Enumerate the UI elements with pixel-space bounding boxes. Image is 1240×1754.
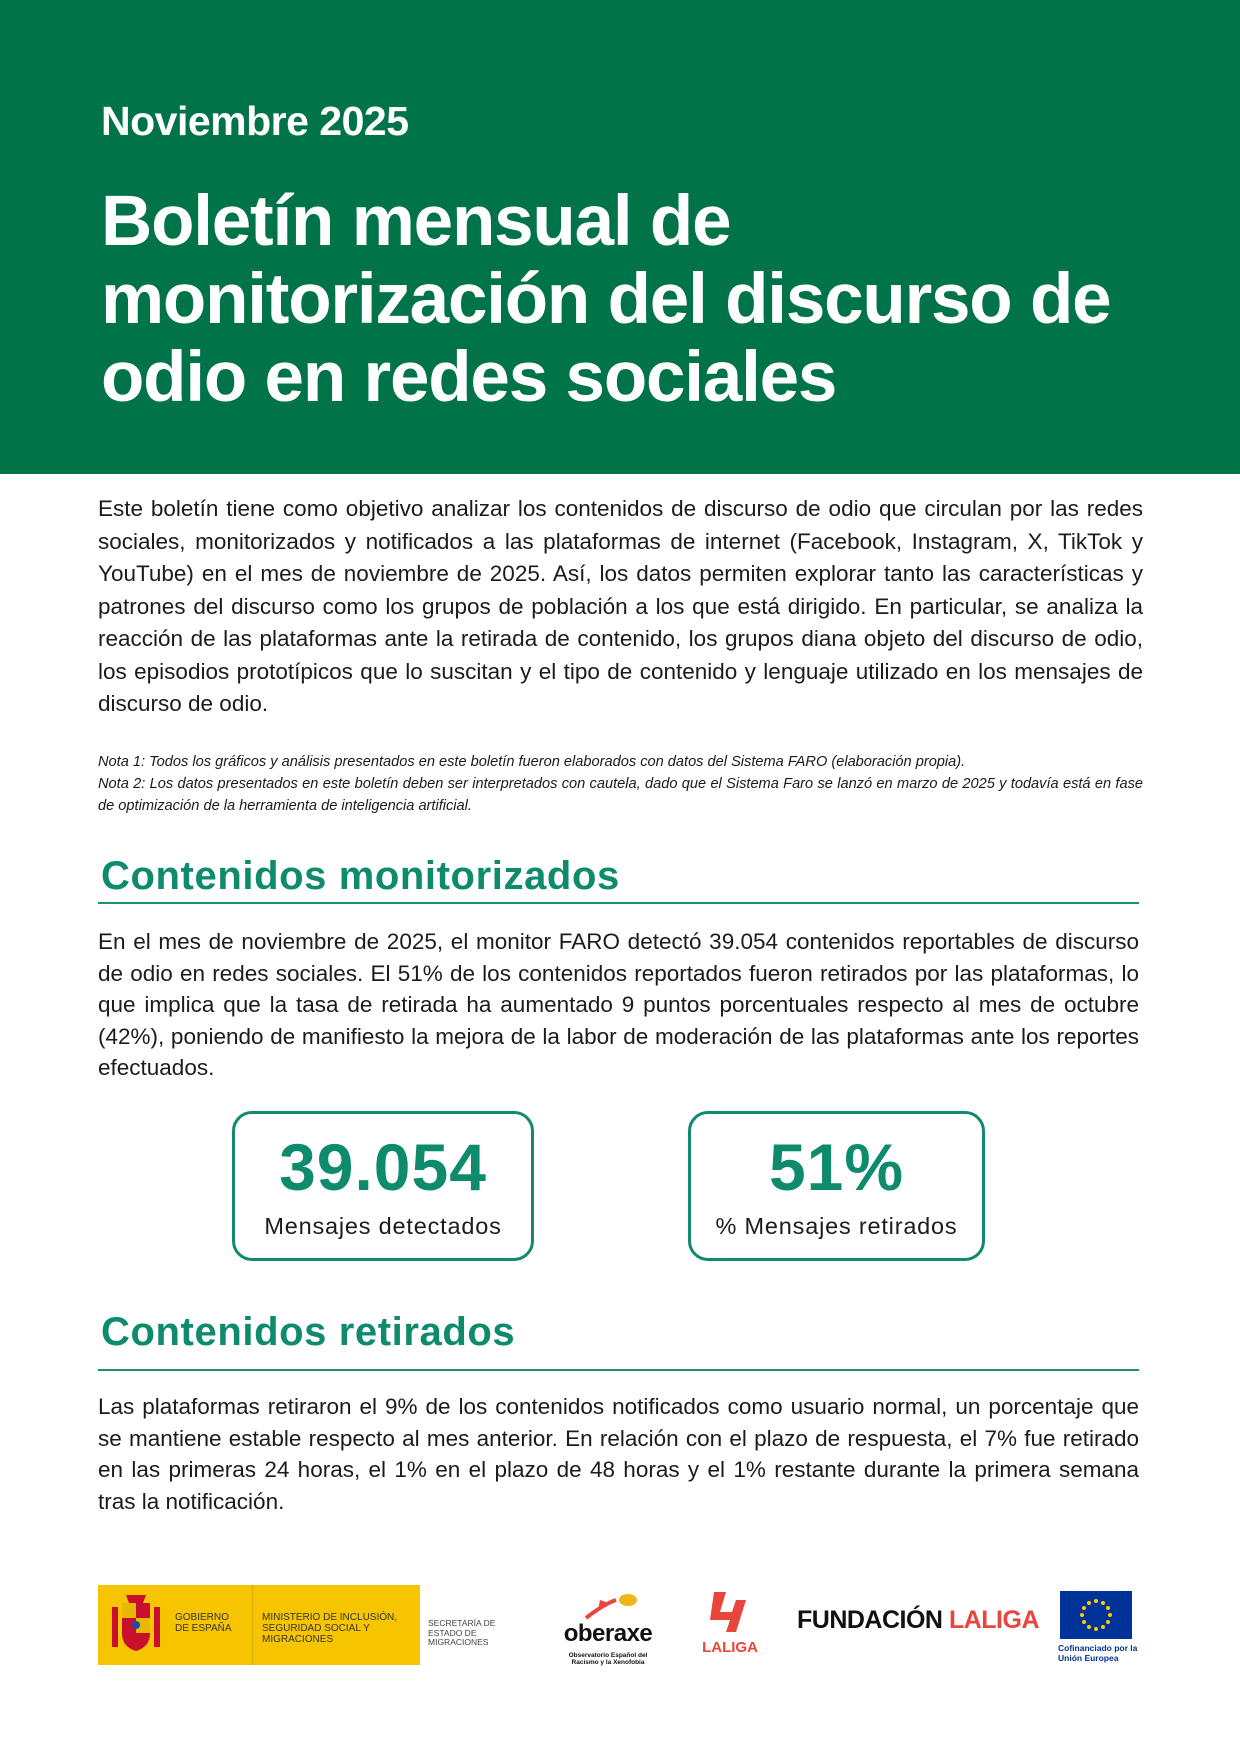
stat-card-removed [688, 1111, 985, 1261]
laliga-mark-icon [706, 1588, 754, 1634]
section-divider [98, 1369, 1139, 1371]
laliga-logo [700, 1588, 760, 1668]
section-title-retirados: Contenidos retirados [101, 1310, 516, 1354]
bulletin-title: Boletín mensual de monitorización del discurso de odio en redes sociales [101, 182, 1111, 417]
stat-label: % Mensajes retirados [715, 1213, 958, 1239]
monitorizados-paragraph: En el mes de noviembre de 2025, el monitor FARO detectó 39.054 contenidos reportables de discurso de odio en redes sociales. El 51% de los contenidos reportados fueron retirados por las plataformas, lo que implica que la tasa de retirada ha aumentado 9 puntos porcentuales respecto al mes de octubre (42%), poniendo de manifiesto la mejora de la labor de moderación de las plataformas ante los reportes efectuados. [98, 929, 1139, 1080]
header-banner [0, 0, 1240, 474]
section-title-monitorizados: Contenidos monitorizados [101, 854, 620, 898]
secretaria-text: SECRETARÍA DE ESTADO DE MIGRACIONES [428, 1618, 496, 1647]
bulletin-date: Noviembre 2025 [101, 98, 409, 144]
eu-flag-icon [1060, 1591, 1132, 1639]
stat-value: 39.054 [279, 1130, 487, 1204]
notes [98, 751, 1143, 817]
note-2: Nota 2: Los datos presentados en este boletín deben ser interpretados con cautela, dado que el Sistema Faro se lanzó en marzo de 2025 y todavía está en fase de optimización de la herramienta de inteligencia artificial. [98, 776, 1143, 814]
fundacion-word: FUNDACIÓN [797, 1606, 943, 1634]
section-divider [98, 902, 1139, 904]
intro-paragraph: Este boletín tiene como objetivo analizar los contenidos de discurso de odio que circulan por las redes sociales, monitorizados y notificados a las plataformas de internet (Facebook, Instagram, X, TikTok y YouTube) en el mes de noviembre de 2025. Así, los datos permiten explorar tanto las características y patrones del discurso como los grupos de población a los que está dirigido. En particular, se analiza la reacción de las plataformas ante la retirada de contenido, los grupos diana objeto del discurso de odio, los episodios prototípicos que lo suscitan y el tipo de contenido y lenguaje utilizado en los mensajes de discurso de odio. [98, 496, 1143, 716]
gobierno-logo [98, 1585, 420, 1665]
ministerio-text: MINISTERIO DE INCLUSIÓN, SEGURIDAD SOCIAL Y MIGRACIONES [262, 1612, 398, 1645]
oberaxe-word: oberaxe [563, 1620, 653, 1647]
note-1: Nota 1: Todos los gráficos y análisis presentados en este boletín fueron elaborados con datos del Sistema FARO (elaboración propia). [98, 754, 966, 770]
coat-of-arms-icon [108, 1593, 164, 1657]
oberaxe-subtitle: Observatorio Español del Racismo y la Xenofobia [568, 1652, 648, 1666]
retirados-paragraph: Las plataformas retiraron el 9% de los contenidos notificados como usuario normal, un porcentaje que se mantiene estable respecto al mes anterior. En relación con el plazo de respuesta, el 7% fue retirado en las primeras 24 horas, el 1% en el plazo de 48 horas y el 1% restante durante la primera semana tras la notificación. [98, 1394, 1139, 1514]
eu-cofinanciado-text: Cofinanciado por la Unión Europea [1058, 1643, 1138, 1663]
fundacion-laliga-logo [797, 1605, 1039, 1635]
laliga-word: LALIGA [702, 1639, 758, 1656]
logo-separator [252, 1585, 253, 1665]
footer-logos [0, 1580, 1240, 1680]
oberaxe-symbol-icon [576, 1590, 656, 1620]
laliga-word: LALIGA [948, 1606, 1039, 1634]
stat-value: 51% [768, 1130, 905, 1204]
gobierno-text: GOBIERNO DE ESPAÑA [175, 1612, 232, 1634]
stat-label: Mensajes detectados [264, 1213, 502, 1239]
eu-logo [1058, 1591, 1138, 1671]
stat-card-detected [232, 1111, 534, 1261]
oberaxe-logo [556, 1590, 660, 1670]
